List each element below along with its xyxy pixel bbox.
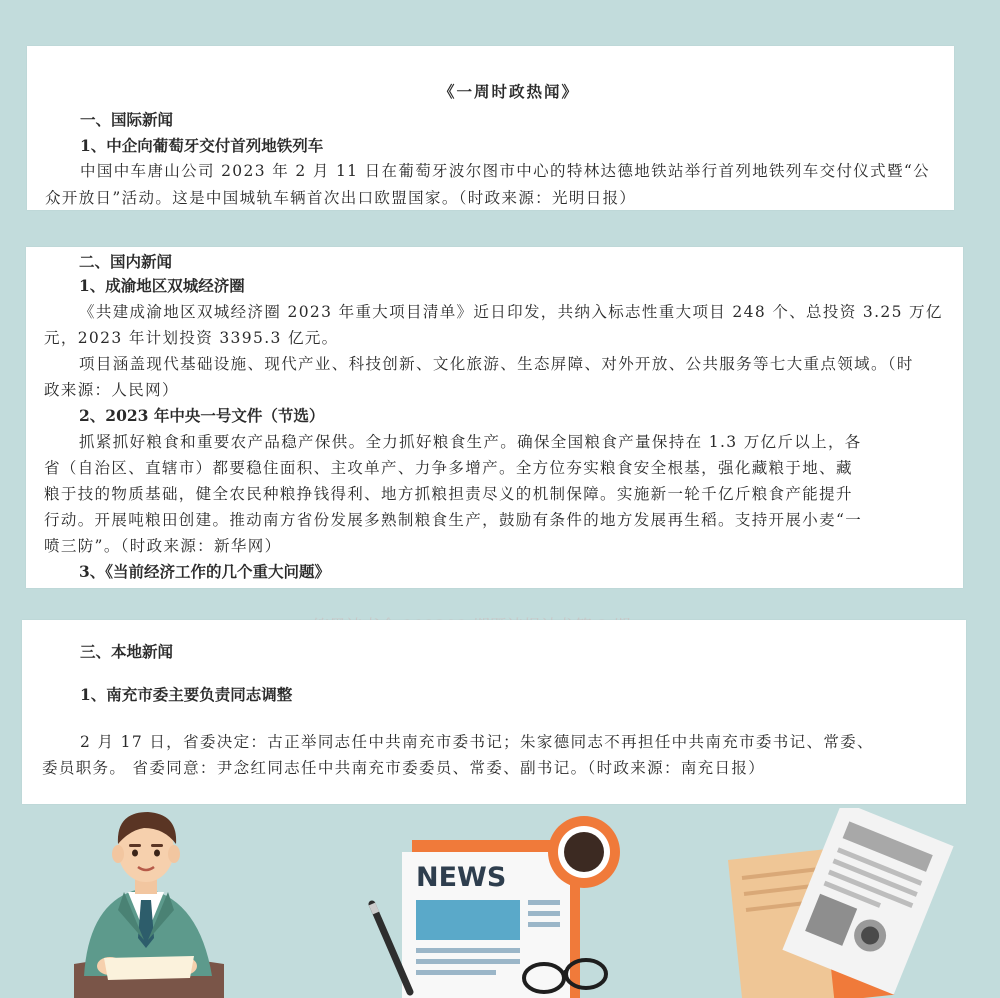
local-item1-line1: 2 月 17 日，省委决定：古正举同志任中共南充市委书记；朱家德同志不再担任中共南充市委书记、常委、 — [80, 733, 874, 751]
domestic-item2-line3: 粮于技的物质基础，健全农民种粮挣钱得利、地方抓粮担责尽义的机制保障。实施新一轮千亿斤粮食产能提升 — [44, 485, 853, 503]
document-title: 《一周时政热闻》 — [439, 82, 580, 101]
domestic-item2-line4: 行动。开展吨粮田创建。推动南方省份发展多熟制粮食生产，鼓励有条件的地方发展再生稻。支持开展小麦“一 — [44, 511, 863, 529]
local-item1-line2: 委员职务。 省委同意：尹念红同志任中共南充市委委员、常委、副书记。（时政来源：南充日报） — [42, 759, 766, 777]
international-item1-line2: 众开放日”活动。这是中国城轨车辆首次出口欧盟国家。（时政来源：光明日报） — [45, 189, 637, 207]
domestic-item1-p2-line2: 政来源：人民网） — [44, 381, 179, 399]
domestic-item3-title: 3、《当前经济工作的几个重大问题》 — [79, 562, 331, 581]
newspaper-coffee-illustration — [368, 814, 620, 998]
domestic-item1-p1-line1: 《共建成渝地区双城经济圈 2023 年重大项目清单》近日印发，共纳入标志性重大项目 248 个、总投资 3.25 万亿 — [79, 303, 943, 321]
local-item1-title: 1、南充市委主要负责同志调整 — [80, 685, 293, 704]
domestic-item2-line2: 省（自治区、直辖市）都要稳住面积、主攻单产、力争多增产。全方位夯实粮食安全根基，强化藏粮于地、藏 — [44, 459, 853, 477]
local-heading: 三、本地新闻 — [80, 642, 174, 661]
domestic-item2-title: 2、2023 年中央一号文件（节选） — [79, 406, 325, 425]
domestic-heading: 二、国内新闻 — [79, 252, 173, 271]
domestic-item2-line1: 抓紧抓好粮食和重要农产品稳产保供。全力抓好粮食生产。确保全国粮食产量保持在 1.3 万亿斤以上，各 — [79, 433, 862, 451]
domestic-item1-p1-line2: 元，2023 年计划投资 3395.3 亿元。 — [44, 329, 339, 347]
news-label: NEWS — [416, 862, 507, 893]
newspapers-illustration — [728, 808, 958, 998]
domestic-item1-p2-line1: 项目涵盖现代基础设施、现代产业、科技创新、文化旅游、生态屏障、对外开放、公共服务等七大重点领域。（时 — [79, 355, 914, 373]
international-heading: 一、国际新闻 — [80, 110, 174, 129]
domestic-news-card — [26, 247, 963, 588]
domestic-item1-title: 1、成渝地区双城经济圈 — [79, 276, 245, 295]
local-news-card — [22, 620, 966, 804]
news-anchor-illustration — [64, 806, 234, 998]
international-news-card — [27, 46, 954, 210]
international-item1-line1: 中国中车唐山公司 2023 年 2 月 11 日在葡萄牙波尔图市中心的特林达德地铁站举行首列地铁列车交付仪式暨“公 — [80, 162, 930, 180]
domestic-item2-line5: 喷三防”。（时政来源：新华网） — [44, 537, 282, 555]
international-item1-title: 1、中企向葡萄牙交付首列地铁列车 — [80, 136, 324, 155]
